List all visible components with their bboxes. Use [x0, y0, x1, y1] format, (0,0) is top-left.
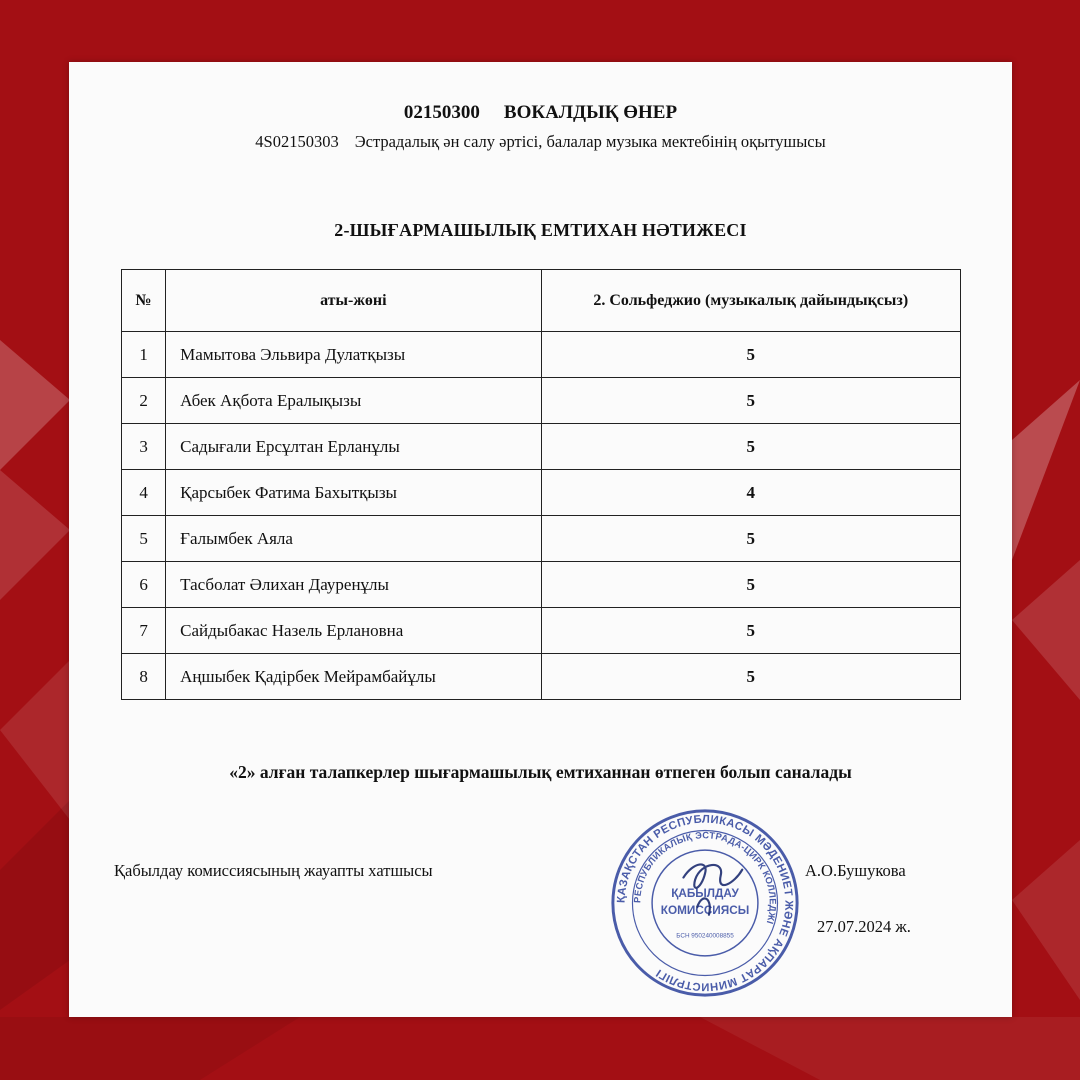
admission-stamp — [607, 805, 803, 1001]
seal-bin: БСН 950240008855 — [676, 932, 734, 940]
results-table — [121, 269, 961, 700]
row-name: Сайдыбакас Назель Ерлановна — [166, 608, 541, 654]
header-full-name: аты-жөні — [166, 270, 541, 332]
table-header-row — [122, 270, 961, 332]
row-score: 5 — [541, 654, 960, 700]
table-row — [122, 516, 961, 562]
specialty-name: Эстрадалық ән салу әртісі, балалар музыка мектебінің оқытушысы — [354, 132, 826, 151]
row-name: Садығали Ерсұлтан Ерланұлы — [166, 424, 541, 470]
row-name: Аңшыбек Қадірбек Мейрамбайұлы — [166, 654, 541, 700]
seal-inner-text: РЕСПУБЛИКАЛЫҚ ЭСТРАДА-ЦИРК КОЛЛЕДЖІ — [632, 830, 778, 926]
row-number: 8 — [122, 654, 166, 700]
seal-center-line2: КОМИССИЯСЫ — [660, 903, 750, 917]
pass-note: «2» алған талапкерлер шығармашылық емтиханнан өтпеген болып саналады — [229, 762, 852, 782]
table-row — [122, 332, 961, 378]
document-date: 27.07.2024 ж. — [817, 917, 911, 936]
row-name: Тасболат Әлихан Дауренұлы — [166, 562, 541, 608]
row-name: Ғалымбек Аяла — [166, 516, 541, 562]
table-row — [122, 378, 961, 424]
row-score: 5 — [541, 332, 960, 378]
table-row — [122, 562, 961, 608]
exam-title: 2-ШЫҒАРМАШЫЛЫҚ ЕМТИХАН НӘТИЖЕСІ — [334, 220, 747, 240]
seal-center-line1: ҚАБЫЛДАУ — [671, 887, 739, 901]
specialty-line — [69, 132, 1012, 152]
row-name: Қарсыбек Фатима Бахытқызы — [166, 470, 541, 516]
specialty-code: 4S02150303 — [255, 132, 339, 151]
seal-outer-text: ҚАЗАҚСТАН РЕСПУБЛИКАСЫ МӘДЕНИЕТ ЖӘНЕ АҚПАРАТ МИНИСТРЛІГІ — [615, 813, 795, 993]
row-score: 5 — [541, 378, 960, 424]
row-number: 4 — [122, 470, 166, 516]
document-page — [69, 62, 1012, 1017]
row-number: 7 — [122, 608, 166, 654]
secretary-name: А.О.Бушукова — [805, 861, 906, 880]
program-name: ВОКАЛДЫҚ ӨНЕР — [503, 102, 678, 123]
table-row — [122, 608, 961, 654]
row-number: 1 — [122, 332, 166, 378]
row-score: 5 — [541, 562, 960, 608]
table-row — [122, 654, 961, 700]
program-heading — [69, 102, 1012, 124]
program-code: 02150300 — [403, 102, 480, 123]
table-row — [122, 424, 961, 470]
row-number: 3 — [122, 424, 166, 470]
row-score: 5 — [541, 516, 960, 562]
header-solfeggio: 2. Сольфеджио (музыкалық дайындықсыз) — [541, 270, 960, 332]
row-name: Мамытова Эльвира Дулатқызы — [166, 332, 541, 378]
table-row — [122, 470, 961, 516]
row-number: 2 — [122, 378, 166, 424]
row-number: 5 — [122, 516, 166, 562]
secretary-label: Қабылдау комиссиясының жауапты хатшысы — [114, 861, 433, 880]
row-score: 4 — [541, 470, 960, 516]
row-score: 5 — [541, 424, 960, 470]
row-name: Абек Ақбота Ералықызы — [166, 378, 541, 424]
header-number: № — [122, 270, 166, 332]
row-number: 6 — [122, 562, 166, 608]
row-score: 5 — [541, 608, 960, 654]
